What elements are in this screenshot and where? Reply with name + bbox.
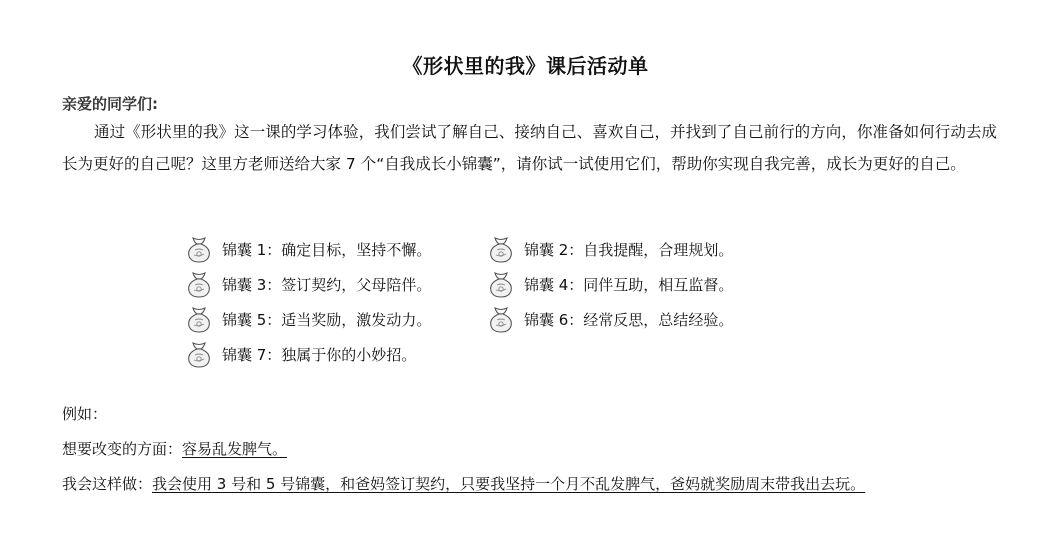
intro-paragraph: 通过《形状里的我》这一课的学习体验，我们尝试了解自己、接纳自己、喜欢自己，并找到了自己前行的方向，你准备如何行动去成长为更好的自己呢？这里方老师送给大家 7 个“自我成长小锦囊”，请你试一试使用它们，帮助你实现自我完善，成长为更好的自己。 (62, 123, 997, 173)
change-label: 想要改变的方面： (62, 440, 183, 458)
change-value: 容易乱发脾气。 (182, 440, 288, 458)
tip-item-2 (486, 234, 733, 264)
example-label: 例如： (62, 405, 108, 423)
tip-text: 锦囊 6：经常反思，总结经验。 (524, 310, 734, 329)
plan-value: 我会使用 3 号和 5 号锦囊，和爸妈签订契约，只要我坚持一个月不乱发脾气，爸妈就奖励周末带我出去玩。 (152, 475, 866, 493)
tip-item-5 (184, 304, 431, 334)
tip-item-7 (184, 339, 416, 369)
pouch-icon (486, 269, 516, 299)
pouch-icon (184, 304, 214, 334)
plan-line (62, 473, 865, 494)
pouch-icon (184, 339, 214, 369)
tip-text: 锦囊 5：适当奖励，激发动力。 (222, 310, 432, 329)
pouch-icon (486, 234, 516, 264)
page-title: 《形状里的我》课后活动单 (402, 54, 649, 78)
tip-item-3 (184, 269, 431, 299)
pouch-icon (184, 269, 214, 299)
tip-text: 锦囊 7：独属于你的小妙招。 (222, 345, 417, 364)
tip-text: 锦囊 2：自我提醒，合理规划。 (524, 240, 734, 259)
tip-text: 锦囊 3：签订契约，父母陪伴。 (222, 275, 432, 294)
tip-item-4 (486, 269, 733, 299)
tip-text: 锦囊 1：确定目标，坚持不懈。 (222, 240, 432, 259)
tip-item-6 (486, 304, 733, 334)
tip-text: 锦囊 4：同伴互助，相互监督。 (524, 275, 734, 294)
pouch-icon (184, 234, 214, 264)
change-line (62, 438, 287, 459)
tip-item-1 (184, 234, 431, 264)
pouch-icon (486, 304, 516, 334)
salutation: 亲爱的同学们: (62, 95, 158, 113)
plan-label: 我会这样做： (62, 475, 153, 493)
